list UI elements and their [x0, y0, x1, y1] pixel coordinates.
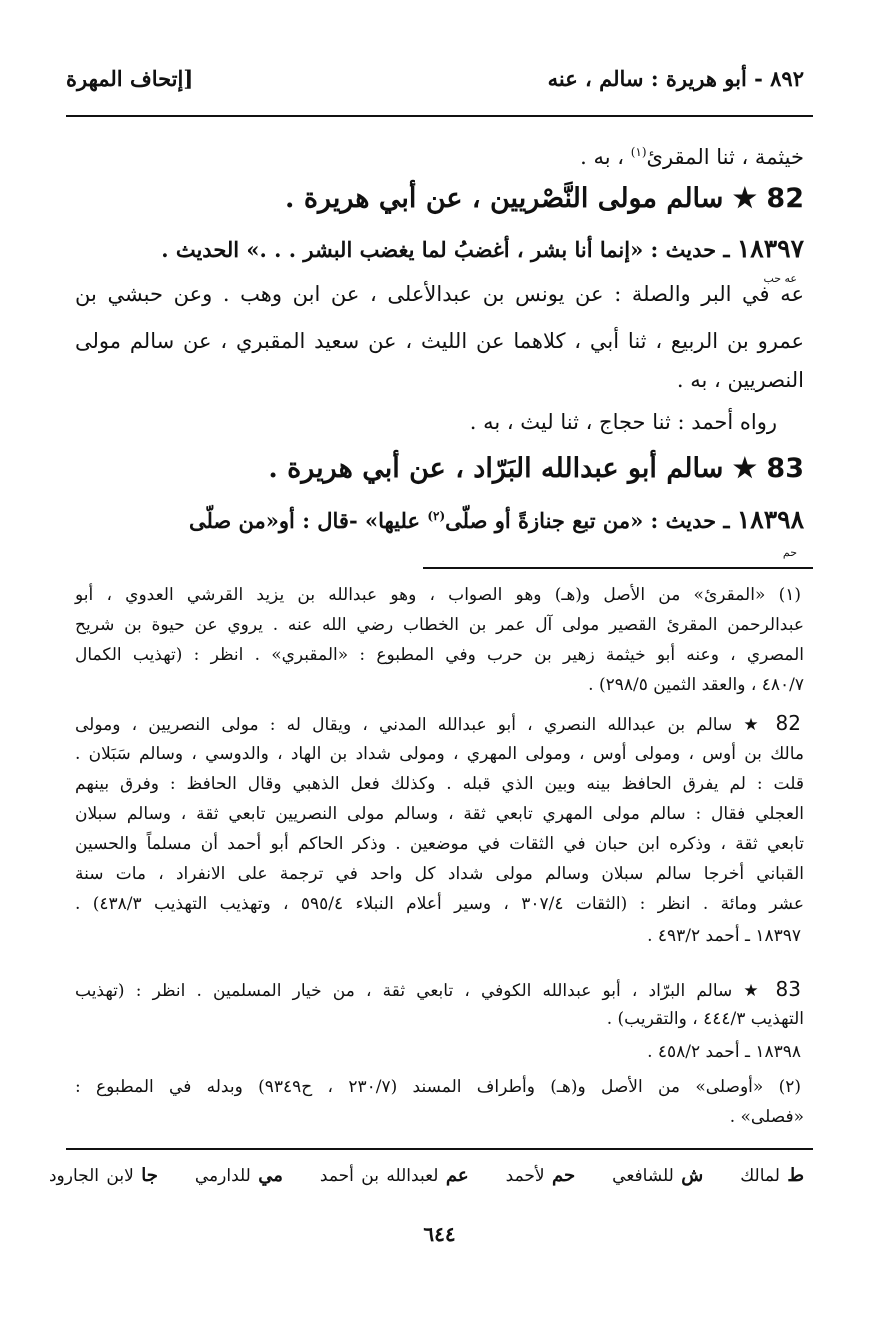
hadith-18398-heading: ١٨٣٩٨ ـ حديث : «من تبع جنازةً أو صلّى$^{(٢)}$ عليها» -قال : أو«من صلّى — [188, 505, 804, 534]
note-82-line-8: ١٨٣٩٧ ـ أحمد ٤٩٣/٢ . — [647, 926, 801, 946]
note-82-line-2: مالك بن أوس ، ومولى أوس ، ومولى المهري ، ومولى شداد بن الهاد ، والدوسي ، وسالم سَبَلان . — [75, 744, 804, 764]
note-82-line-3: قلت : لم يفرق الحافظ بينه وبين الذي قبله . وكذلك فعل الذهبي وقال الحافظ : وفرق بينهم — [75, 774, 804, 794]
note-82-line-1: 82 ★ سالم بن عبدالله النصري ، أبو عبدالله المدني ، ويقال له : مولى النصريين ، ومولى — [75, 711, 801, 735]
abbrev-item: ط لمالك — [740, 1165, 804, 1186]
book-title: [إتحاف المهرة — [66, 66, 194, 91]
footnote-2-line-2: «فصلى» . — [729, 1107, 804, 1127]
footnote-separator — [423, 567, 813, 569]
note-82-line-5: تابعي ثقة ، وذكره ابن حبان في الثقات في موضعين . وذكر الحاكم أبو أحمد أن مسلماً والحسين — [75, 834, 804, 854]
source-code-annotation: حم — [782, 546, 797, 559]
footnote-ref-2: (٢) — [427, 509, 446, 523]
page-number: ٦٤٤ — [423, 1222, 456, 1246]
footnote-2-line-1: (٢) «أوصلى» من الأصل و(هـ) وأطراف المسند (٢٣٠/٧ ، ح٩٣٤٩) وبدله في المطبوع : — [75, 1077, 801, 1097]
body-line-1: خيثمة ، ثنا المقرئ$^{(١)}$ ، به . — [580, 145, 804, 169]
abbreviation-key — [49, 1165, 804, 1186]
entry-number: 82 — [766, 183, 804, 214]
footnote-ref-1: (١) — [630, 145, 647, 159]
entry-82-heading: 82 ★ سالم مولى النَّصْريين ، عن أبي هريرة . — [285, 183, 804, 214]
note-83-line-3: ١٨٣٩٨ ـ أحمد ٤٥٨/٢ . — [647, 1042, 801, 1062]
star-icon: ★ — [732, 453, 758, 484]
abbrev-item: مي للدارمي — [194, 1165, 283, 1186]
note-83-line-1: 83 ★ سالم البرّاد ، أبو عبدالله الكوفي ، تابعي ثقة ، من خيار المسلمين . انظر : (تهذيب — [75, 977, 801, 1001]
note-82-line-4: العجلي فقال : سالم مولى المهري تابعي ثقة ، وسالم مولى النصريين تابعي ثقة ، وسالم سبلان — [75, 804, 804, 824]
running-title: ٨٩٢ - أبو هريرة : سالم ، عنه — [547, 66, 804, 91]
footnote-1-line-3: المصري ، وعنه أبو خيثمة زهير بن حرب وفي المطبوع : «المقبري» . انظر : (تهذيب الكمال — [75, 645, 804, 665]
source-code-annotation: عه حب — [763, 272, 797, 285]
abbrev-item: عم لعبدالله بن أحمد — [319, 1165, 469, 1186]
abbrev-item: حم لأحمد — [505, 1165, 576, 1186]
entry-83-heading: 83 ★ سالم أبو عبدالله البَرّاد ، عن أبي هريرة . — [268, 453, 804, 484]
body-paragraph-2: رواه أحمد : ثنا حجاج ، ثنا ليث ، به . — [469, 410, 777, 434]
note-82-line-6: القباني أخرجا سالم سبلان وسالم مولى شداد كل واحد في ترجمة على الانفراد ، مات سنة — [75, 864, 804, 884]
hadith-18397-heading: ١٨٣٩٧ ـ حديث : «إنما أنا بشر ، أغضبُ لما يغضب البشر . . .» الحديث . — [161, 234, 804, 263]
hadith-number: ١٨٣٩٧ — [736, 234, 804, 263]
entry-number: 83 — [766, 453, 804, 484]
note-83-line-2: التهذيب ٤٤٤/٣ ، والتقريب) . — [606, 1009, 804, 1029]
footnote-1-line-4: ٤٨٠/٧ ، والعقد الثمين ٢٩٨/٥) . — [588, 675, 804, 695]
abbrev-item: جا لابن الجارود — [48, 1165, 158, 1186]
footnote-1-line-1: (١) «المقرئ» من الأصل و(هـ) وهو الصواب ، وهو عبدالله بن يزيد القرشي العدوي ، أبو — [75, 585, 801, 605]
note-82-line-7: عشر ومائة . انظر : (الثقات ٣٠٧/٤ ، وسير أعلام النبلاء ٥٩٥/٤ ، وتهذيب التهذيب ٤٣٨/٣) . — [75, 894, 804, 914]
hadith-number: ١٨٣٩٨ — [736, 505, 804, 534]
footnote-1-line-2: عبدالرحمن المقرئ القصير مولى آل عمر بن الخطاب رضي الله عنه . يروي عن حيوة بن شريح — [75, 615, 804, 635]
header-rule — [66, 115, 813, 117]
abbreviations-rule — [66, 1148, 813, 1150]
body-paragraph-1-line-1: عه في البر والصلة : عن يونس بن عبدالأعلى ، عن ابن وهب . وعن حبشي بن — [75, 282, 804, 306]
body-paragraph-1-line-2: عمرو بن الربيع ، ثنا أبي ، كلاهما عن الليث ، عن سعيد المقبري ، عن سالم مولى — [75, 329, 804, 353]
body-paragraph-1-line-3: النصريين ، به . — [676, 368, 804, 392]
star-icon: ★ — [732, 183, 758, 214]
abbrev-item: ش للشافعي — [612, 1165, 704, 1186]
